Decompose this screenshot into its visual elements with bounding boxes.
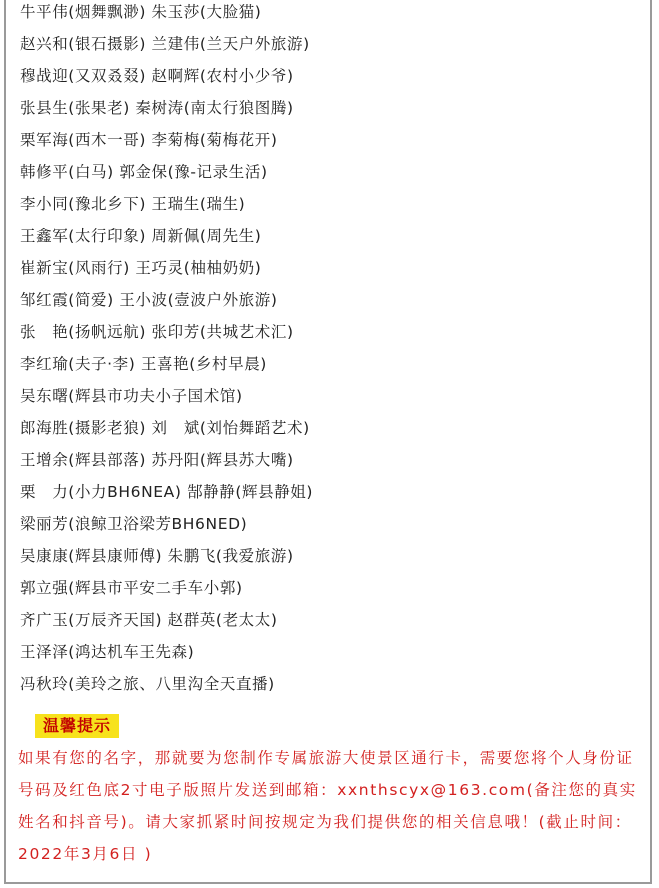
list-item: 王鑫军(太行印象) 周新佩(周先生) [20, 227, 262, 245]
notice-body: 如果有您的名字，那就要为您制作专属旅游大使景区通行卡，需要您将个人身份证号码及红色底2寸电子版照片发送到邮箱：xxnthscyx@163.com(备注您的真实姓名和抖音号)。请大家抓紧时间按规定为我们提供您的相关信息哦！(截止时间：2022年3月6日 ) [18, 749, 637, 863]
list-item: 齐广玉(万辰齐天国) 赵群英(老太太) [20, 611, 278, 629]
list-item: 王泽泽(鸿达机车王先森) [20, 643, 195, 661]
notice-title: 温馨提示 [35, 714, 119, 738]
list-item: 赵兴和(银石摄影) 兰建伟(兰天户外旅游) [20, 35, 310, 53]
list-item: 张县生(张果老) 秦树涛(南太行狼图腾) [20, 99, 294, 117]
list-item: 郭立强(辉县市平安二手车小郭) [20, 579, 243, 597]
name-list [20, 0, 313, 700]
list-item: 王增余(辉县部落) 苏丹阳(辉县苏大嘴) [20, 451, 294, 469]
list-item: 栗 力(小力BH6NEA) 郜静静(辉县静姐) [20, 483, 314, 501]
list-item: 吴东曙(辉县市功夫小子国术馆) [20, 387, 243, 405]
list-item: 崔新宝(风雨行) 王巧灵(柚柚奶奶) [20, 259, 262, 277]
list-item: 牛平伟(烟舞飘渺) 朱玉莎(大脸猫) [20, 3, 262, 21]
list-item: 冯秋玲(美玲之旅、八里沟全天直播) [20, 675, 275, 693]
list-item: 李小同(豫北乡下) 王瑞生(瑞生) [20, 195, 246, 213]
list-item: 李红瑜(夫子·李) 王喜艳(乡村早晨) [20, 355, 267, 373]
list-item: 吴康康(辉县康师傅) 朱鹏飞(我爱旅游) [20, 547, 294, 565]
list-item: 穆战迎(又双叒叕) 赵啊辉(农村小少爷) [20, 67, 294, 85]
list-item: 邹红霞(简爱) 王小波(壹波户外旅游) [20, 291, 278, 309]
list-item: 韩修平(白马) 郭金保(豫-记录生活) [20, 163, 268, 181]
list-item: 张 艳(扬帆远航) 张印芳(共城艺术汇) [20, 323, 294, 341]
list-item: 郎海胜(摄影老狼) 刘 斌(刘怡舞蹈艺术) [20, 419, 310, 437]
list-item: 栗军海(西木一哥) 李菊梅(菊梅花开) [20, 131, 278, 149]
list-item: 梁丽芳(浪鲸卫浴梁芳BH6NED) [20, 515, 248, 533]
